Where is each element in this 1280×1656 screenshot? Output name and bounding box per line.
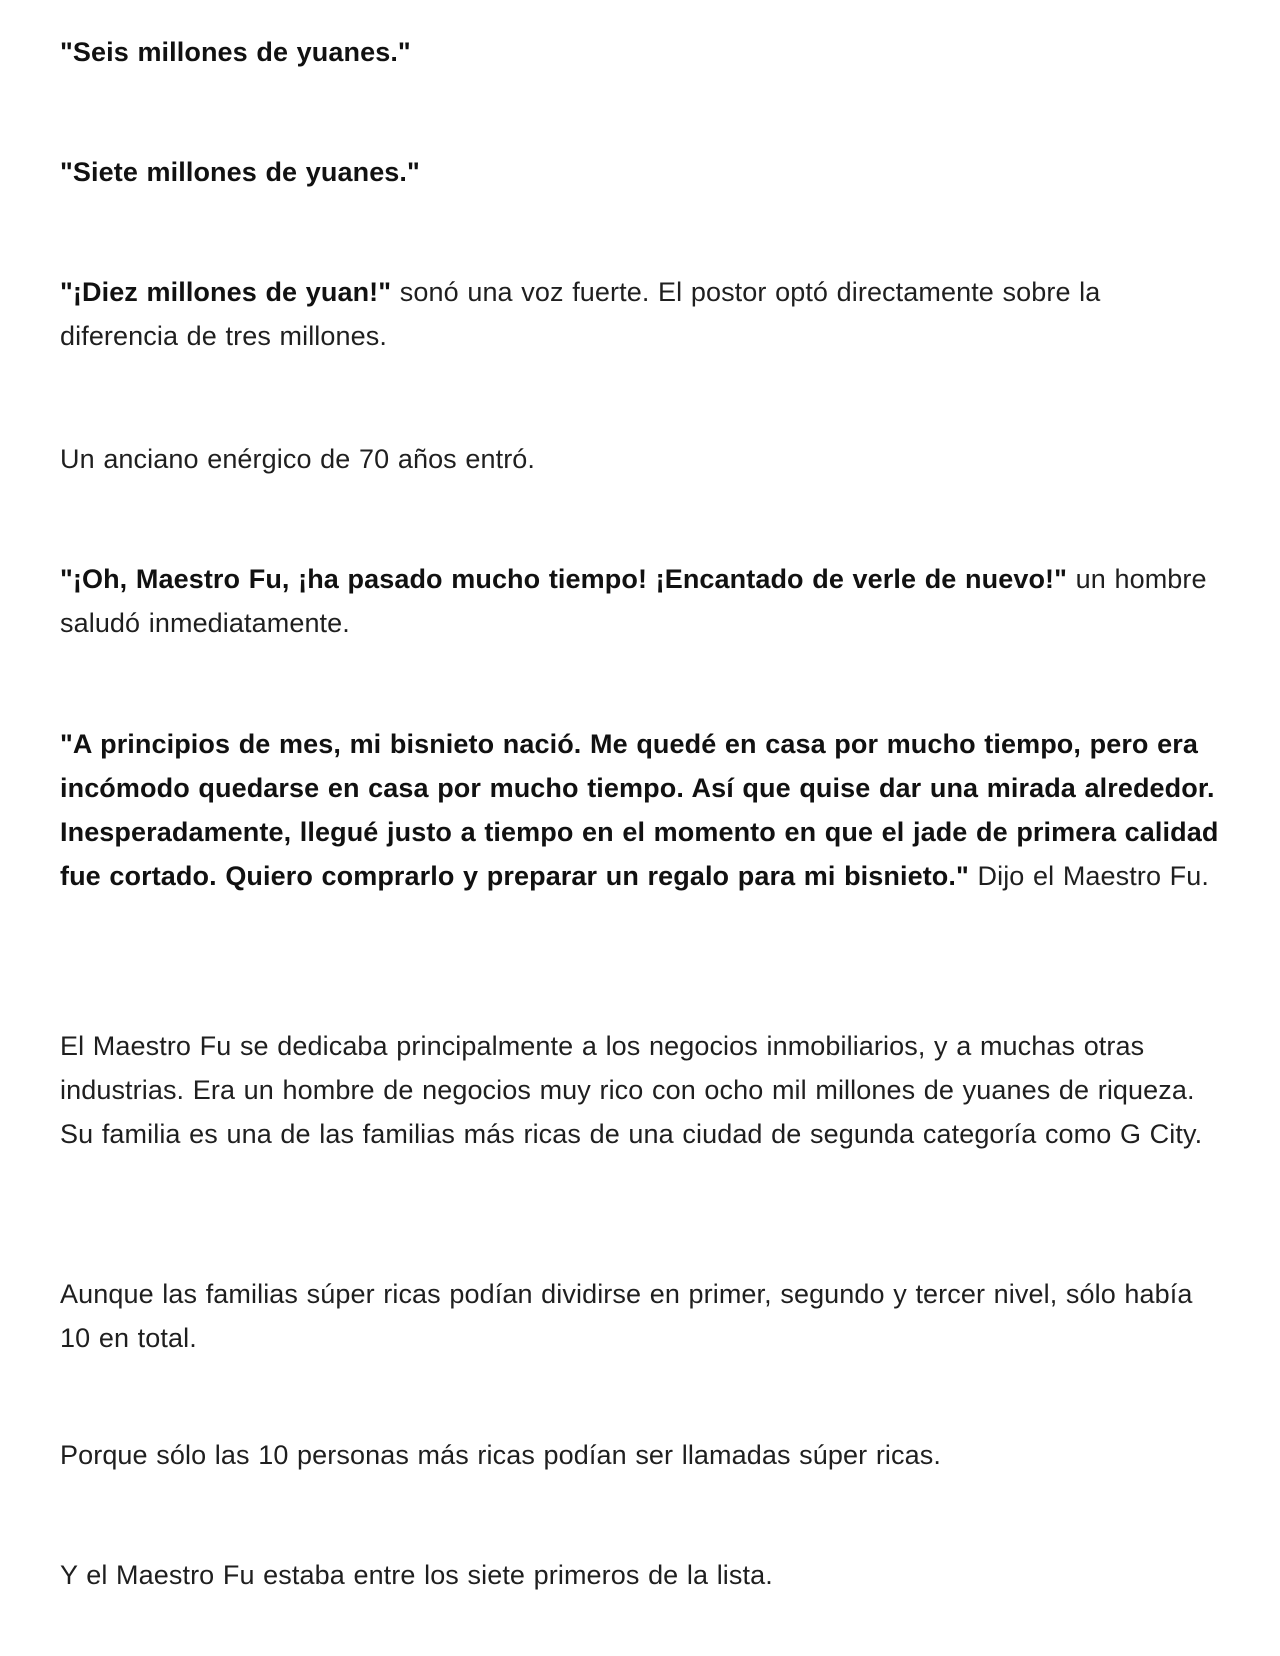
narration: un hombre saludó inmediatamente.	[60, 564, 1207, 638]
paragraph-2	[60, 150, 1225, 194]
paragraph-8	[60, 1272, 1225, 1360]
dialogue-bold: "¡Diez millones de yuan!"	[60, 277, 392, 307]
dialogue-bold: "¡Oh, Maestro Fu, ¡ha pasado mucho tiempo! ¡Encantado de verle de nuevo!"	[60, 564, 1068, 594]
paragraph-10	[60, 1553, 1225, 1597]
paragraph-5	[60, 557, 1225, 645]
paragraph-3	[60, 270, 1225, 358]
paragraph-4	[60, 437, 1225, 481]
narration: sonó una voz fuerte. El postor optó directamente sobre la diferencia de tres millones.	[60, 277, 1101, 351]
paragraph-7	[60, 1024, 1225, 1156]
dialogue-bold: "Seis millones de yuanes."	[60, 37, 411, 67]
paragraph-6	[60, 722, 1225, 898]
narration: El Maestro Fu se dedicaba principalmente a los negocios inmobiliarios, y a muchas otras industrias. Era un hombre de negocios muy rico con ocho mil millones de yuanes de riqueza. Su familia es una de las familias más ricas de una ciudad de segunda categoría como G City.	[60, 1031, 1203, 1149]
narration: Aunque las familias súper ricas podían dividirse en primer, segundo y tercer nivel, sólo había 10 en total.	[60, 1279, 1193, 1353]
narration: Un anciano enérgico de 70 años entró.	[60, 444, 536, 474]
narration: Porque sólo las 10 personas más ricas podían ser llamadas súper ricas.	[60, 1440, 941, 1470]
paragraph-9	[60, 1433, 1225, 1477]
dialogue-bold: "Siete millones de yuanes."	[60, 157, 420, 187]
narration: Dijo el Maestro Fu.	[968, 861, 1209, 891]
paragraph-1	[60, 30, 1225, 74]
narration: Y el Maestro Fu estaba entre los siete primeros de la lista.	[60, 1560, 773, 1590]
dialogue-bold: "A principios de mes, mi bisnieto nació. Me quedé en casa por mucho tiempo, pero era incómodo quedarse en casa por mucho tiempo. Así que quise dar una mirada alrededor. Inesperadamente, llegué justo a tiempo en el momento en que el jade de primera calidad fue cortado. Quiero comprarlo y preparar un regalo para mi bisnieto."	[60, 729, 1219, 891]
